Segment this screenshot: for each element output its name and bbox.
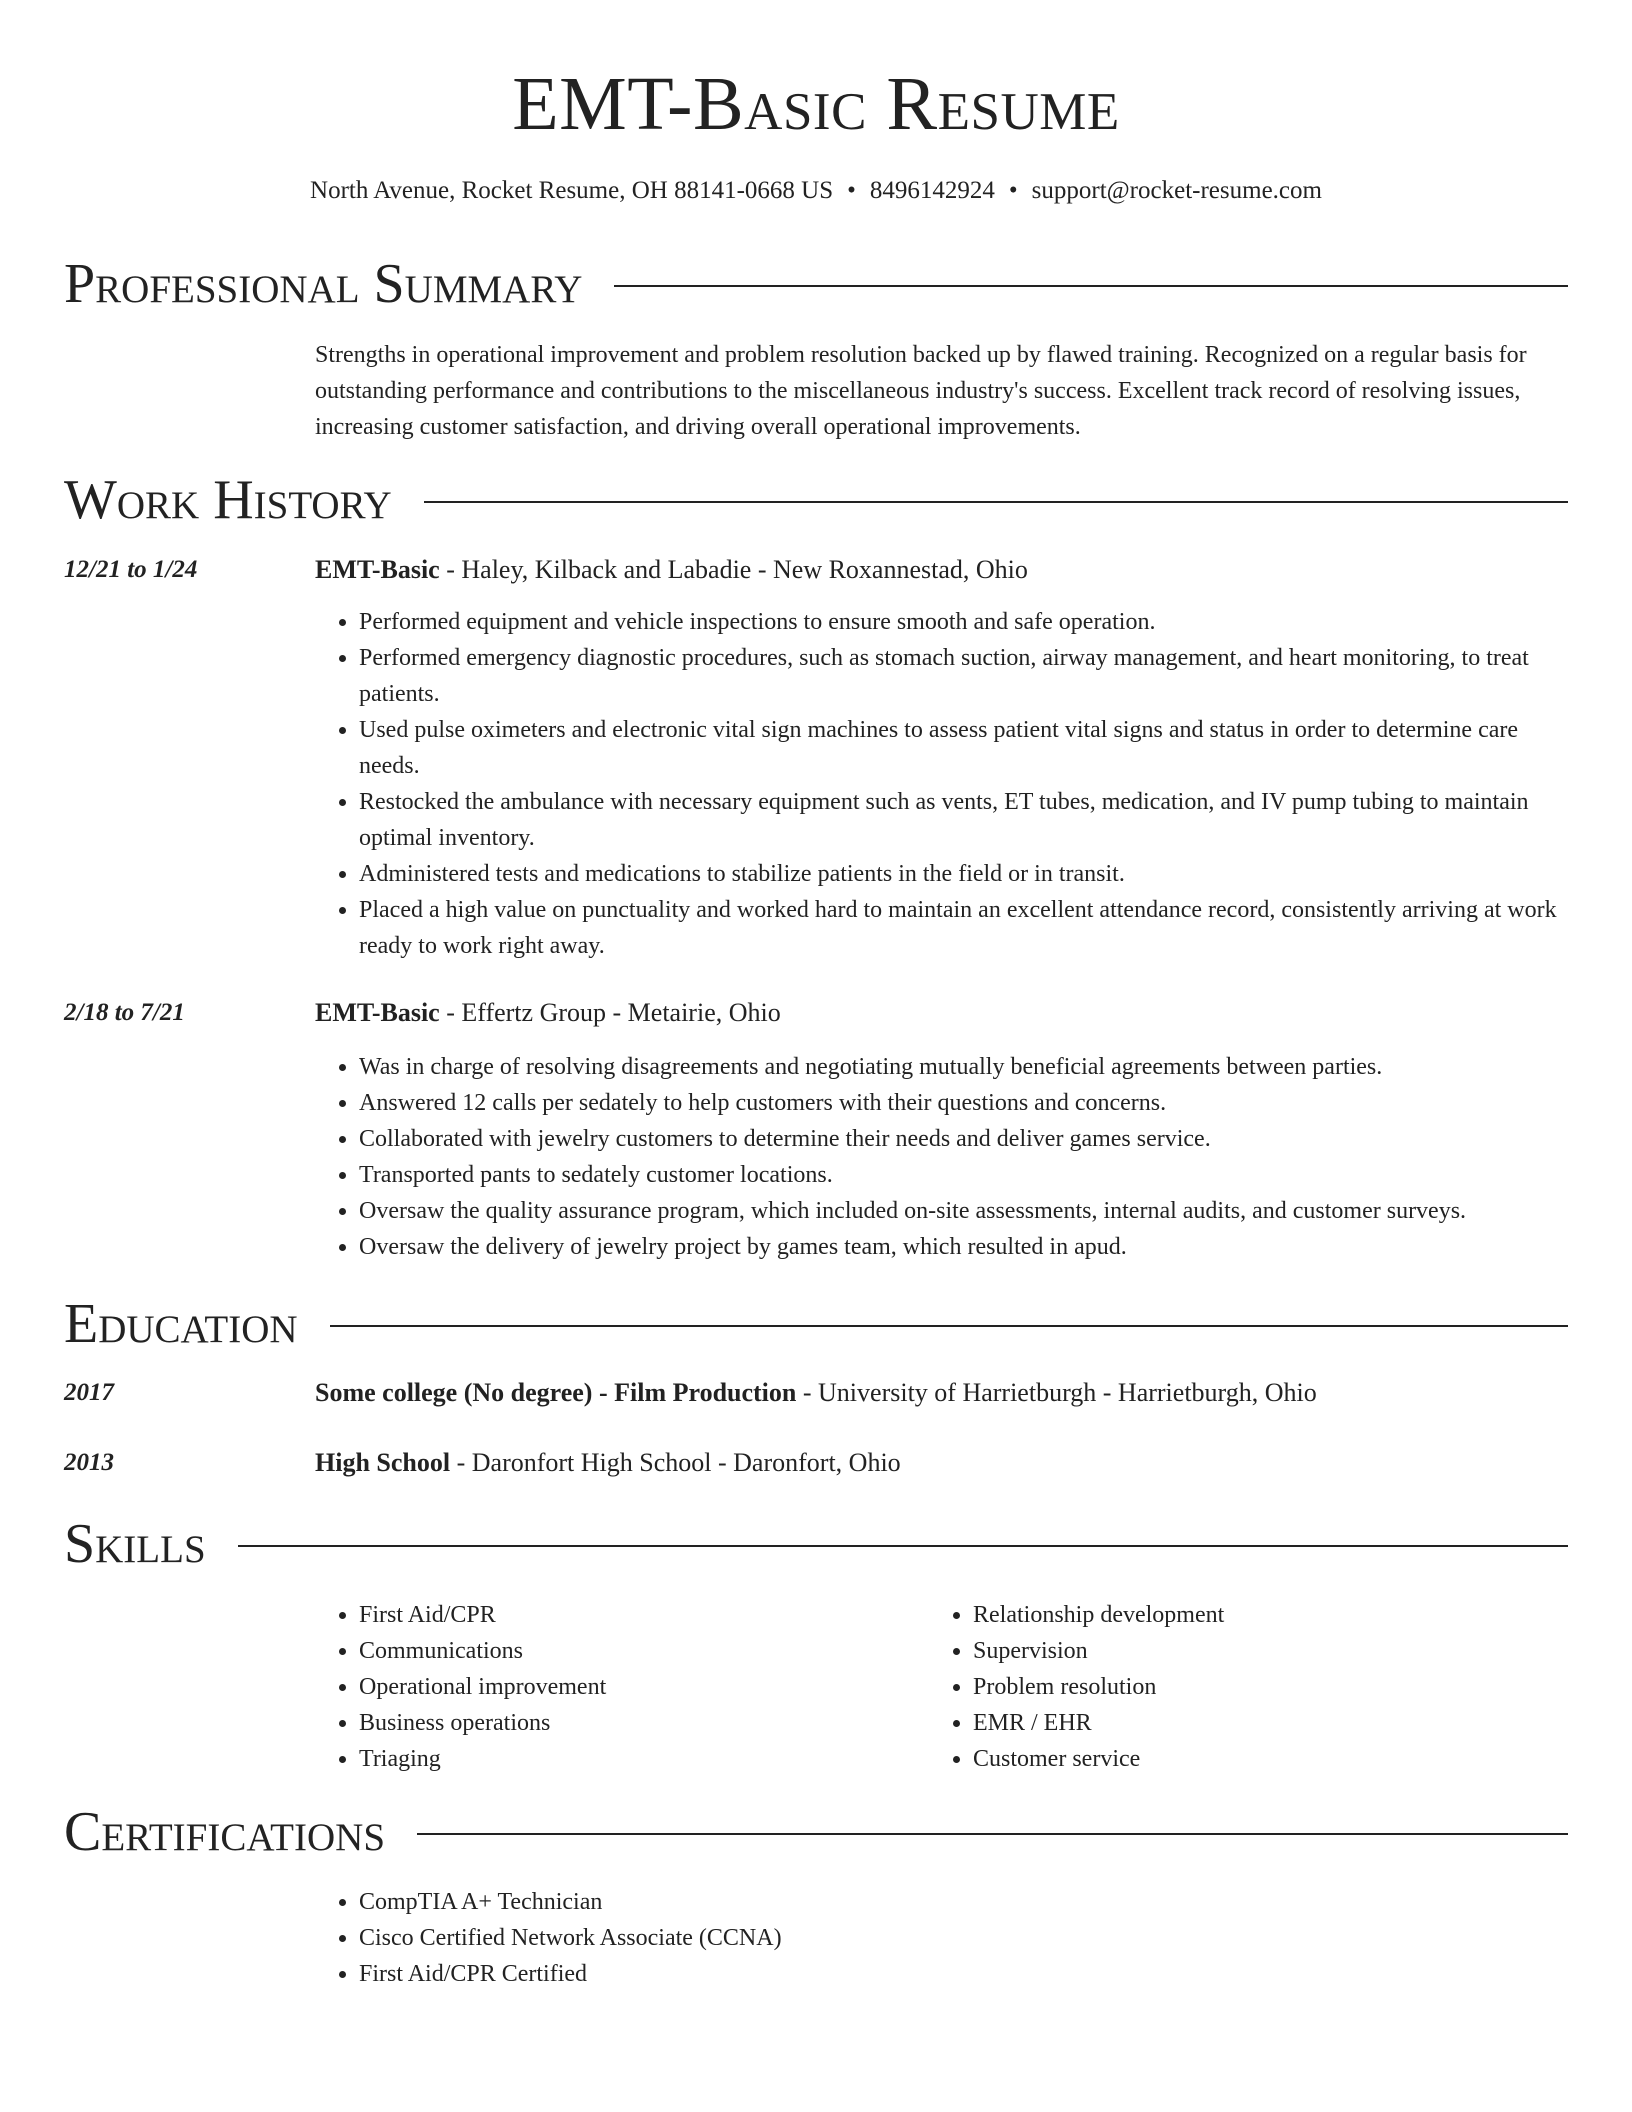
list-item: • Transported pants to sedately customer locations.	[359, 1157, 1568, 1193]
job-employer: - Effertz Group - Metairie, Ohio	[439, 998, 781, 1027]
list-item: • Oversaw the delivery of jewelry project by games team, which resulted in apud.	[359, 1229, 1568, 1265]
section-rule	[417, 1833, 1568, 1835]
list-item: • Performed equipment and vehicle inspections to ensure smooth and safe operation.	[359, 604, 1568, 640]
section-title-skills: Skills	[64, 1513, 206, 1575]
summary-text: Strengths in operational improvement and problem resolution backed up by flawed training. Recognized on a regular basis for outstanding performance and contributions to the miscellaneous industry's success. Excellent track record of resolving issues, increasing customer satisfaction, and driving overall operational improvements.	[315, 342, 1527, 440]
job-heading	[315, 552, 1568, 588]
section-rule	[424, 501, 1568, 503]
education-year: 2013	[64, 1449, 114, 1476]
list-item: • Triaging	[359, 1741, 915, 1777]
contact-email: support@rocket-resume.com	[1031, 177, 1322, 204]
list-item: • Supervision	[973, 1633, 1568, 1669]
list-item: • Collaborated with jewelry customers to determine their needs and deliver games service.	[359, 1121, 1568, 1157]
section-heading-education	[64, 1292, 1568, 1356]
job-title: EMT-Basic	[315, 998, 440, 1027]
resume-title: EMT-Basic Resume	[512, 62, 1120, 146]
job-employer: - Haley, Kilback and Labadie - New Roxannestad, Ohio	[439, 555, 1028, 584]
education-year: 2017	[64, 1379, 114, 1406]
list-item: • Cisco Certified Network Associate (CCNA)	[359, 1920, 1568, 1956]
contact-address: North Avenue, Rocket Resume, OH 88141-0668 US	[310, 177, 834, 204]
education-school: - University of Harrietburgh - Harrietburgh, Ohio	[796, 1378, 1317, 1407]
list-item: • Business operations	[359, 1705, 915, 1741]
section-heading-summary	[64, 252, 1568, 316]
certifications-list	[315, 1884, 1568, 1992]
education-degree: Some college (No degree) - Film Production	[315, 1378, 797, 1407]
section-rule	[238, 1545, 1568, 1547]
list-item: • Used pulse oximeters and electronic vital sign machines to assess patient vital signs and status in order to determine care needs.	[359, 712, 1568, 784]
education-school: - Daronfort High School - Daronfort, Ohio	[450, 1448, 901, 1477]
list-item: • Performed emergency diagnostic procedures, such as stomach suction, airway management, and heart monitoring, to treat patients.	[359, 640, 1568, 712]
contact-separator: •	[1008, 177, 1018, 204]
section-title-education: Education	[64, 1293, 298, 1355]
contact-separator: •	[847, 177, 856, 204]
section-heading-certifications	[64, 1800, 1568, 1864]
list-item: • First Aid/CPR	[359, 1597, 915, 1633]
section-rule	[330, 1325, 1568, 1327]
list-item: • Administered tests and medications to stabilize patients in the field or in transit.	[359, 856, 1568, 892]
section-heading-work-history	[64, 468, 1568, 532]
education-entry	[315, 1375, 1568, 1411]
contact-line	[0, 174, 1632, 208]
job-title: EMT-Basic	[315, 555, 440, 584]
list-item: • First Aid/CPR Certified	[359, 1956, 1568, 1992]
section-heading-skills	[64, 1512, 1568, 1576]
job-dates: 2/18 to 7/21	[64, 999, 185, 1026]
list-item: • Oversaw the quality assurance program, which included on-site assessments, internal audits, and customer surveys.	[359, 1193, 1568, 1229]
education-entry	[315, 1445, 1568, 1481]
list-item: • CompTIA A+ Technician	[359, 1884, 1568, 1920]
section-title-summary: Professional Summary	[64, 253, 583, 315]
section-rule	[614, 285, 1568, 287]
list-item: • Restocked the ambulance with necessary equipment such as vents, ET tubes, medication, and IV pump tubing to maintain optimal inventory.	[359, 784, 1568, 856]
job-heading	[315, 995, 1568, 1031]
job-bullets	[315, 1049, 1568, 1265]
list-item: • Relationship development	[973, 1597, 1568, 1633]
list-item: • Was in charge of resolving disagreements and negotiating mutually beneficial agreements between parties.	[359, 1049, 1568, 1085]
contact-phone: 8496142924	[869, 177, 995, 204]
list-item: • EMR / EHR	[973, 1705, 1568, 1741]
job-bullets	[315, 604, 1568, 964]
list-item: • Problem resolution	[973, 1669, 1568, 1705]
list-item: • Placed a high value on punctuality and worked hard to maintain an excellent attendance record, consistently arriving at work ready to work right away.	[359, 892, 1568, 964]
skills-list-left	[315, 1597, 915, 1777]
list-item: • Operational improvement	[359, 1669, 915, 1705]
list-item: • Answered 12 calls per sedately to help customers with their questions and concerns.	[359, 1085, 1568, 1121]
section-title-work-history: Work History	[64, 469, 392, 531]
list-item: • Communications	[359, 1633, 915, 1669]
education-degree: High School	[315, 1448, 451, 1477]
job-dates: 12/21 to 1/24	[64, 556, 198, 583]
skills-list-right	[929, 1597, 1568, 1777]
section-title-certifications: Certifications	[64, 1801, 386, 1863]
list-item: • Customer service	[973, 1741, 1568, 1777]
